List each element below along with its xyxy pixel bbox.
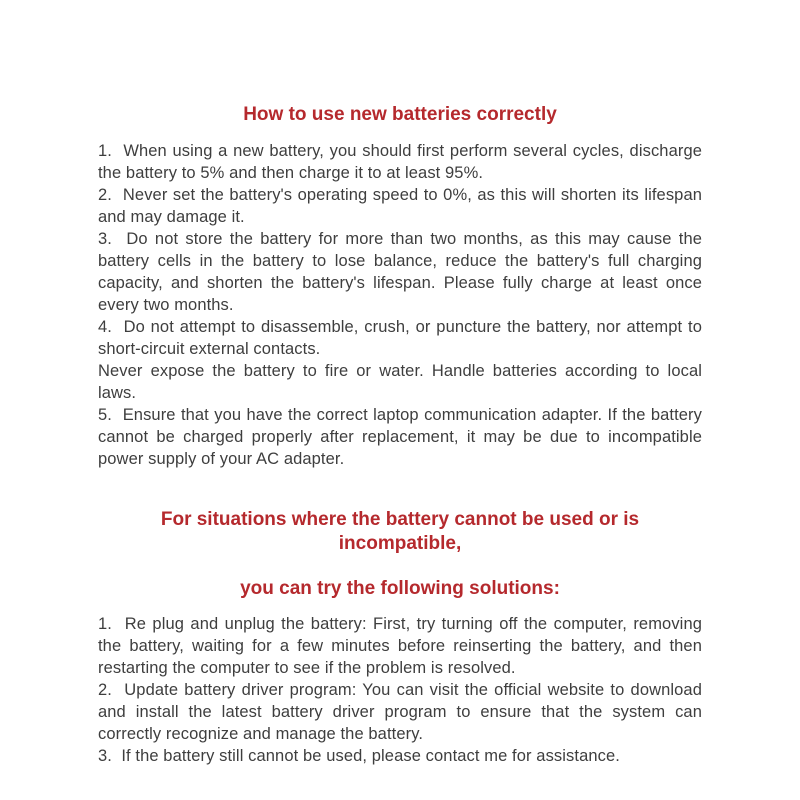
battery-instructions-document [98,0,702,767]
section1-paragraph-2: 2. Never set the battery's operating speed to 0%, as this will shorten its lifespan and may damage it. [98,186,702,226]
section1-paragraph-6: 5. Ensure that you have the correct laptop communication adapter. If the battery cannot be charged properly after replacement, it may be due to incompatible power supply of your AC adapter. [98,406,702,468]
section2-body [98,613,702,767]
section1-paragraph-3: 3. Do not store the battery for more than two months, as this may cause the battery cells in the battery to lose balance, reduce the battery's full charging capacity, and shorten the battery's lifespan. Please fully charge at least once every two months. [98,230,702,314]
section2-paragraph-3: 3. If the battery still cannot be used, please contact me for assistance. [98,747,620,765]
section1-paragraph-1: 1. When using a new battery, you should first perform several cycles, discharge the battery to 5% and then charge it to at least 95%. [98,142,702,182]
section1-paragraph-5: Never expose the battery to fire or water. Handle batteries according to local laws. [98,362,702,402]
section2-paragraph-2: 2. Update battery driver program: You can visit the official website to download and install the latest battery driver program to ensure that the system can correctly recognize and manage the battery. [98,681,702,743]
section2-paragraph-1: 1. Re plug and unplug the battery: First, try turning off the computer, removing the battery, waiting for a few minutes before reinserting the battery, and then restarting the computer to see if the problem is resolved. [98,615,702,677]
section2-title-line1: For situations where the battery cannot be used or is incompatible, [160,509,640,554]
section1-paragraph-4: 4. Do not attempt to disassemble, crush, or puncture the battery, nor attempt to short-circuit external contacts. [98,318,702,358]
section1-title: How to use new batteries correctly [243,104,557,125]
section1-body [98,140,702,470]
section2-title-line2: you can try the following solutions: [240,578,560,599]
